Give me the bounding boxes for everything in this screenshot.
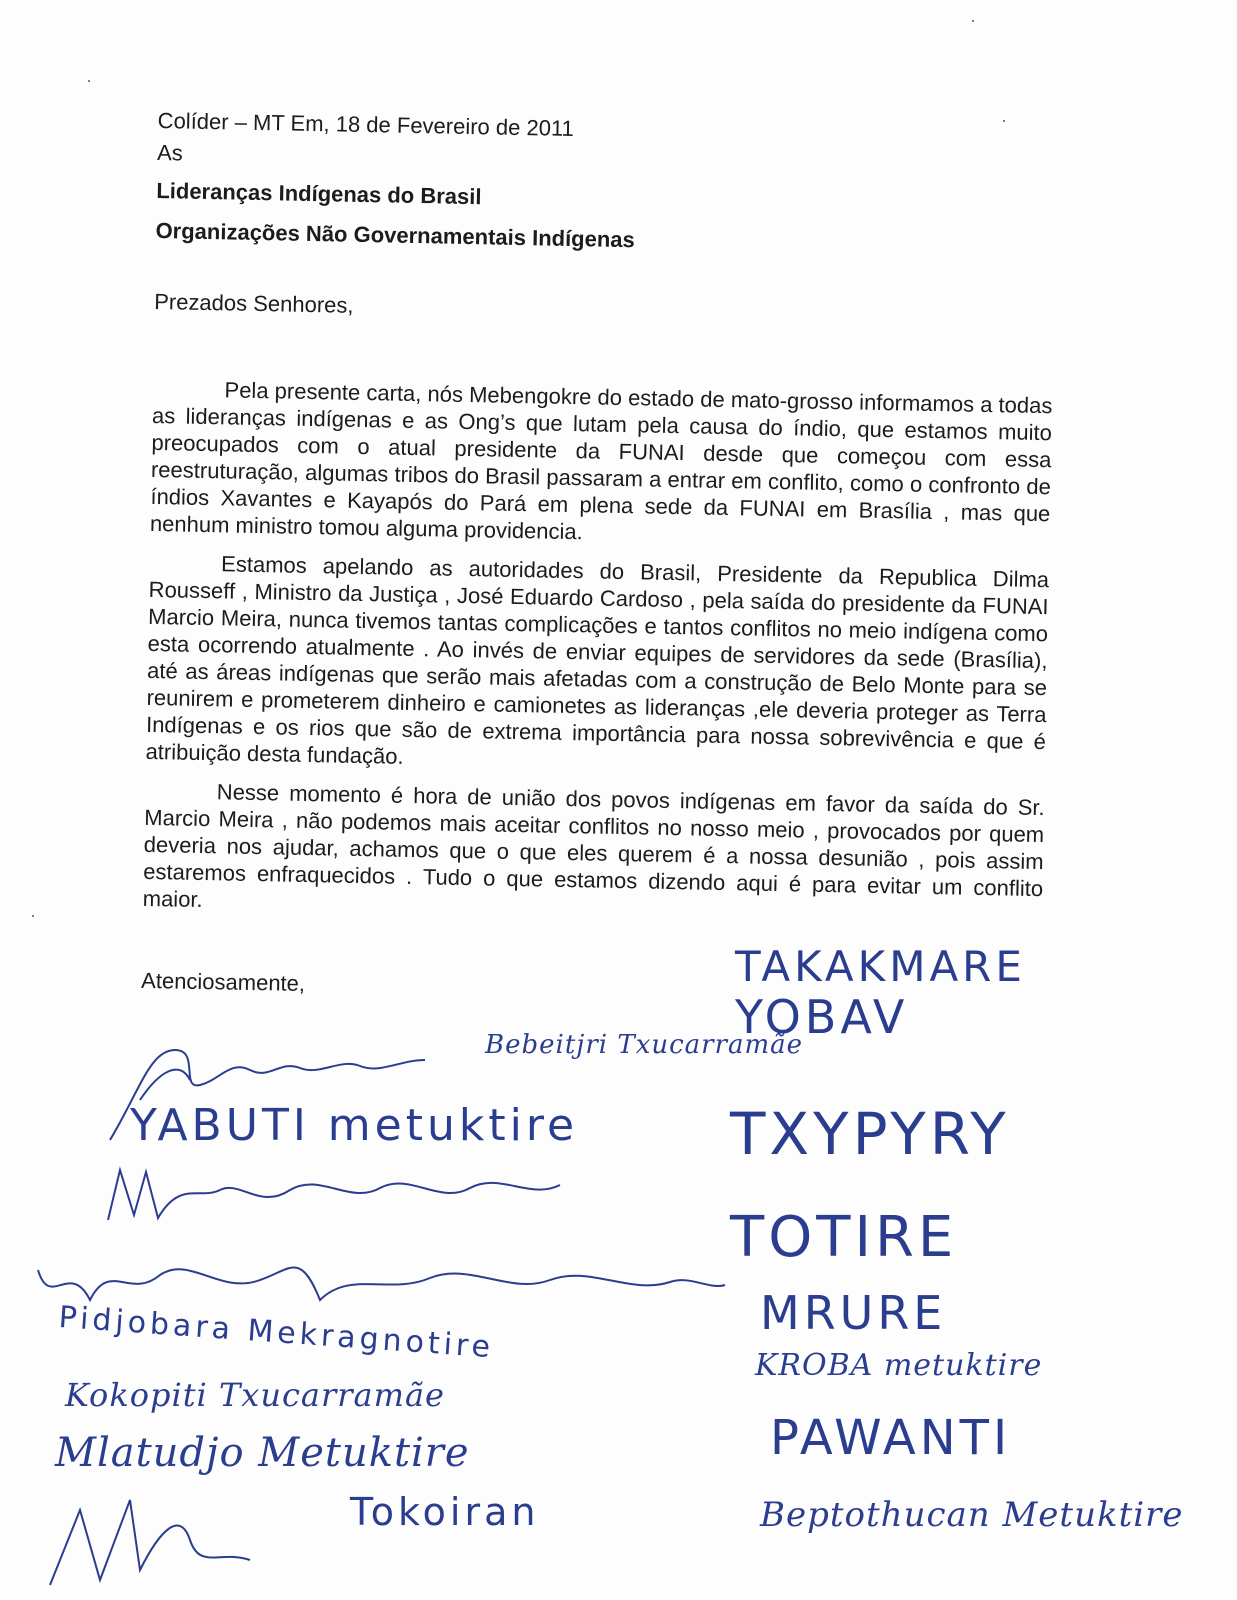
signature-mrure: MRURE [760, 1286, 947, 1340]
signature-kroba: KROBA metuktire [755, 1348, 1043, 1383]
paragraph-2: Estamos apelando as autoridades do Brasil, Presidente da Republica Dilma Rousseff , Ministro da Justiça , José Eduardo Cardoso , pela saída do presidente da FUNAI Marcio Meira, nunca tivemos tantas complicações e tantos conflitos no meio indígena como esta ocorrendo atualmente . Ao invés de enviar equipes de servidores da sede (Brasília), até as áreas indígenas que serão mais afetadas com a construção de Belo Monte para se reunirem e prometerem dinheiro e camionetes as lideranças ,ele deveria proteger as Terra Indígenas e os rios que são de extrema importância para nossa sobrevivência e que é atribuição desta fundação. [145, 551, 1050, 769]
letter-body [141, 105, 1058, 1011]
signature-beptothucan: Beptothucan Metuktire [760, 1495, 1184, 1535]
signature-totire: TOTIRE [730, 1205, 958, 1270]
recipient-line-1: Lideranças Indígenas do Brasil [156, 177, 482, 210]
scan-speck [1003, 120, 1005, 122]
signature-yabuti: YABUTI metuktire [130, 1100, 579, 1151]
signature-scribble-2 [100, 1160, 570, 1230]
signature-scribble-4 [40, 1470, 260, 1590]
scan-speck [32, 915, 34, 917]
signature-tokoiran: Tokoiran [350, 1490, 540, 1534]
closing: Atenciosamente, [140, 967, 306, 996]
paragraph-1: Pela presente carta, nós Mebengokre do estado de mato-grosso informamos a todas as lideranças indígenas e as Ong’s que lutam pela causa do índio, que estamos muito preocupados com o atual presidente da FUNAI desde que começou com essa reestruturação, algumas tribos do Brasil passaram a entrar em conflito, como o confronto de índios Xavantes e Kayapós do Pará em plena sede da FUNAI em Brasília , mas que nenhum ministro tomou alguma providencia. [149, 377, 1053, 545]
recipient-line-2: Organizações Não Governamentais Indígenas [155, 217, 636, 253]
signature-yobav: YOBAV [735, 990, 909, 1044]
place-date: Colíder – MT Em, 18 de Fevereiro de 2011 [157, 107, 575, 141]
signature-takakmare: TAKAKMARE [735, 942, 1026, 991]
paragraph-3: Nesse momento é hora de união dos povos indígenas em favor da saída do Sr. Marcio Meira , não podemos mais aceitar conflitos no nosso meio , provocados por quem deveria nos ajudar, achamos que o que eles querem é a nossa desunião , pois assim estaremos enfraquecidos . Tudo o que estamos dizendo aqui é para evitar um conflito maior. [142, 779, 1045, 913]
signature-txypyry: TXYPYRY [730, 1100, 1010, 1168]
signature-mlatudjo: Mlatudjo Metuktire [55, 1430, 470, 1476]
signature-pidjobara: Pidjobara Mekragnotire [57, 1300, 496, 1366]
salutation: Prezados Senhores, [153, 288, 354, 318]
recipient-prefix: As [156, 139, 184, 166]
scan-speck [88, 80, 90, 82]
signature-bebeitjri: Bebeitjri Txucarramãe [485, 1030, 804, 1060]
signature-pawanti: PAWANTI [770, 1410, 1012, 1466]
signature-kokopiti: Kokopiti Txucarramãe [65, 1376, 445, 1414]
scan-speck [972, 20, 974, 22]
